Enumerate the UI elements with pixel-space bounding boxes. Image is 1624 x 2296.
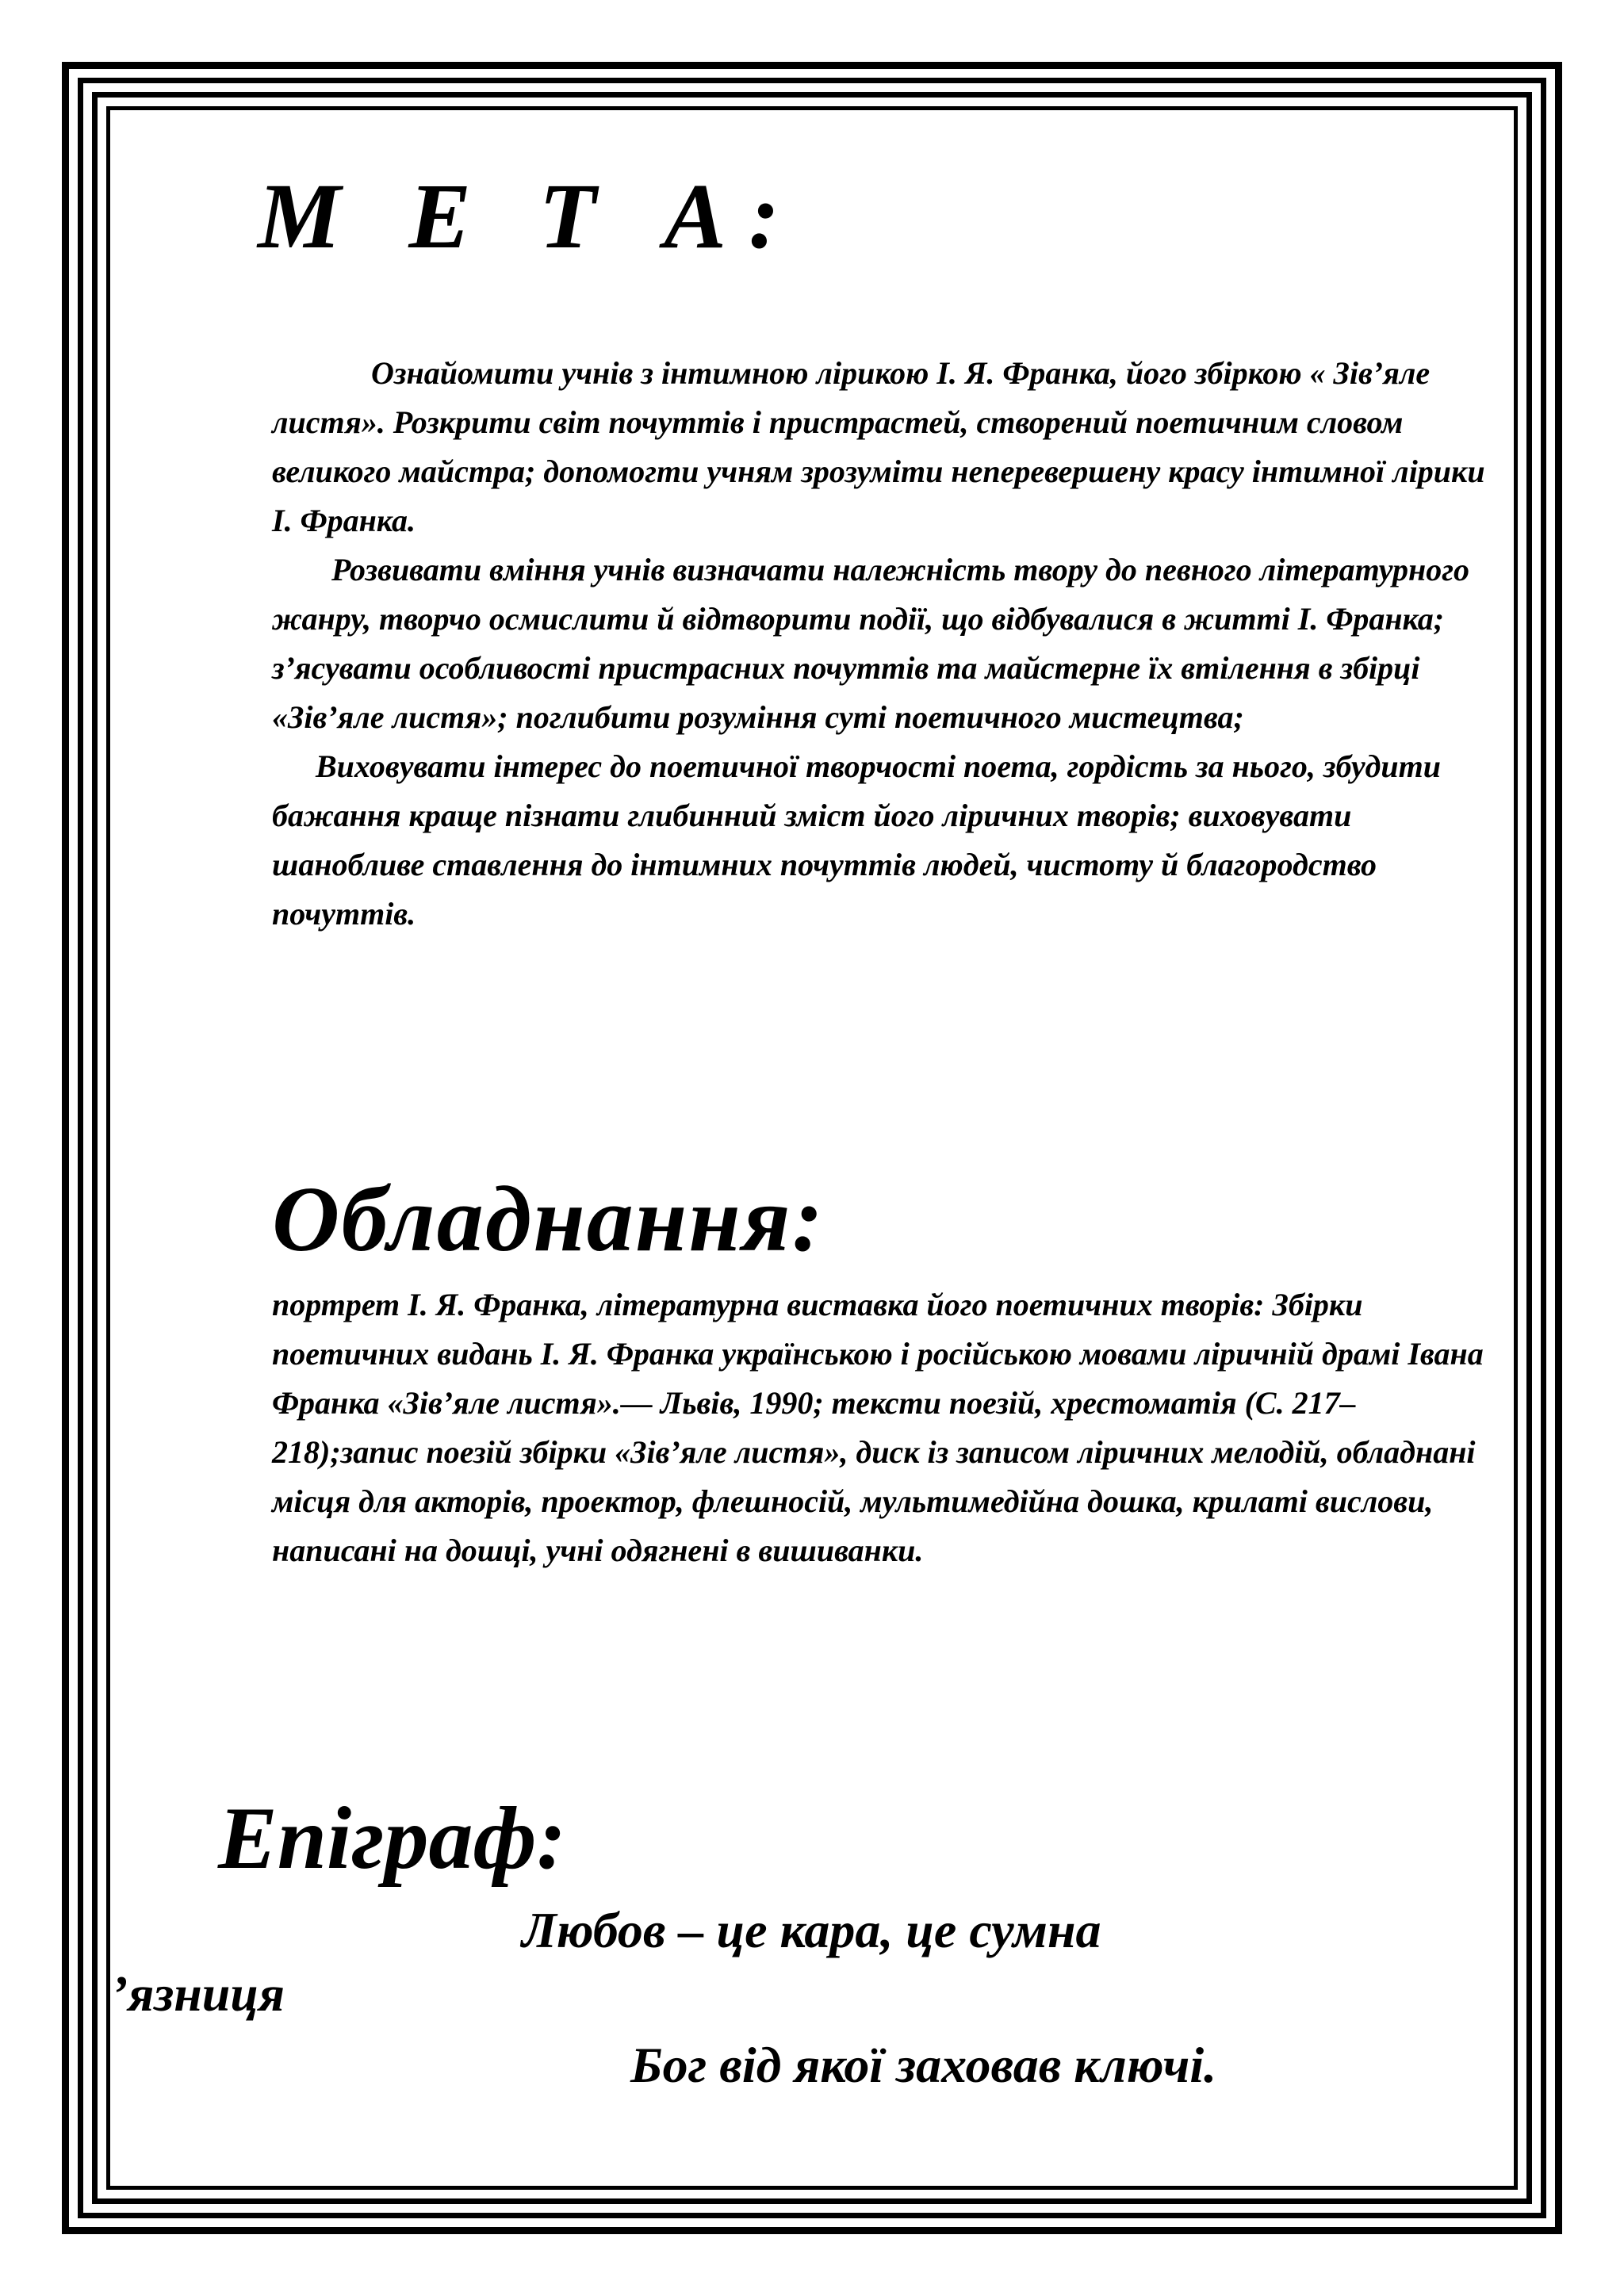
goal-paragraph-educate: Виховувати інтерес до поетичної творчості поета, гордість за нього, збудити бажання краще пізнати глибинний зміст його ліричних творів; виховувати шанобливе ставлення до інтимних почуттів людей, чистоту й благородство почуттів. xyxy=(272,748,1441,932)
goal-paragraph-familiarize: Ознайомити учнів з інтимною лірикою І. Я. Франка, його збіркою « Зів’яле листя». Розкрити світ почуттів і пристрастей, створений поетичним словом великого майстра; допомогти учням зрозуміти неперевершену красу інтимної лірики І. Франка. xyxy=(272,355,1485,538)
epigraph-heading: Епіграф: xyxy=(218,1789,566,1888)
epigraph-line: ’язниця xyxy=(111,1965,285,2022)
goal-heading: М Е Т А: xyxy=(258,164,802,268)
equipment-heading: Обладнання: xyxy=(272,1167,825,1271)
equipment-paragraph: портрет І. Я. Франка, літературна виставка його поетичних творів: Збірки поетичних видань І. Я. Франка українською і російською мовами ліричній драмі Івана Франка «Зів’яле листя».— Львів, 1990; тексти поезій, хрестоматія (С. 217–218);запис поезій збірки «Зів’яле листя», диск із записом ліричних мелодій, обладнані місця для акторів, проектор, флешносій, мультимедійна дошка, крилаті вислови, написані на дошці, учні одягнені в вишиванки. xyxy=(272,1287,1484,1568)
goal-paragraph-develop: Розвивати вміння учнів визначати належність твору до певного літературного жанру, творчо осмислити й відтворити події, що відбувалися в житті І. Франка; з’ясувати особливості пристрасних почуттів та майстерне їх втілення в збірці «Зів’яле листя»; поглибити розуміння суті поетичного мистецтва; xyxy=(272,552,1469,735)
epigraph-line: Бог від якої заховав ключі. xyxy=(630,2037,1217,2093)
equipment-section xyxy=(272,1280,1497,1575)
goals-section xyxy=(272,349,1497,939)
epigraph-line: Любов – це кара, це сумна xyxy=(522,1902,1101,1958)
